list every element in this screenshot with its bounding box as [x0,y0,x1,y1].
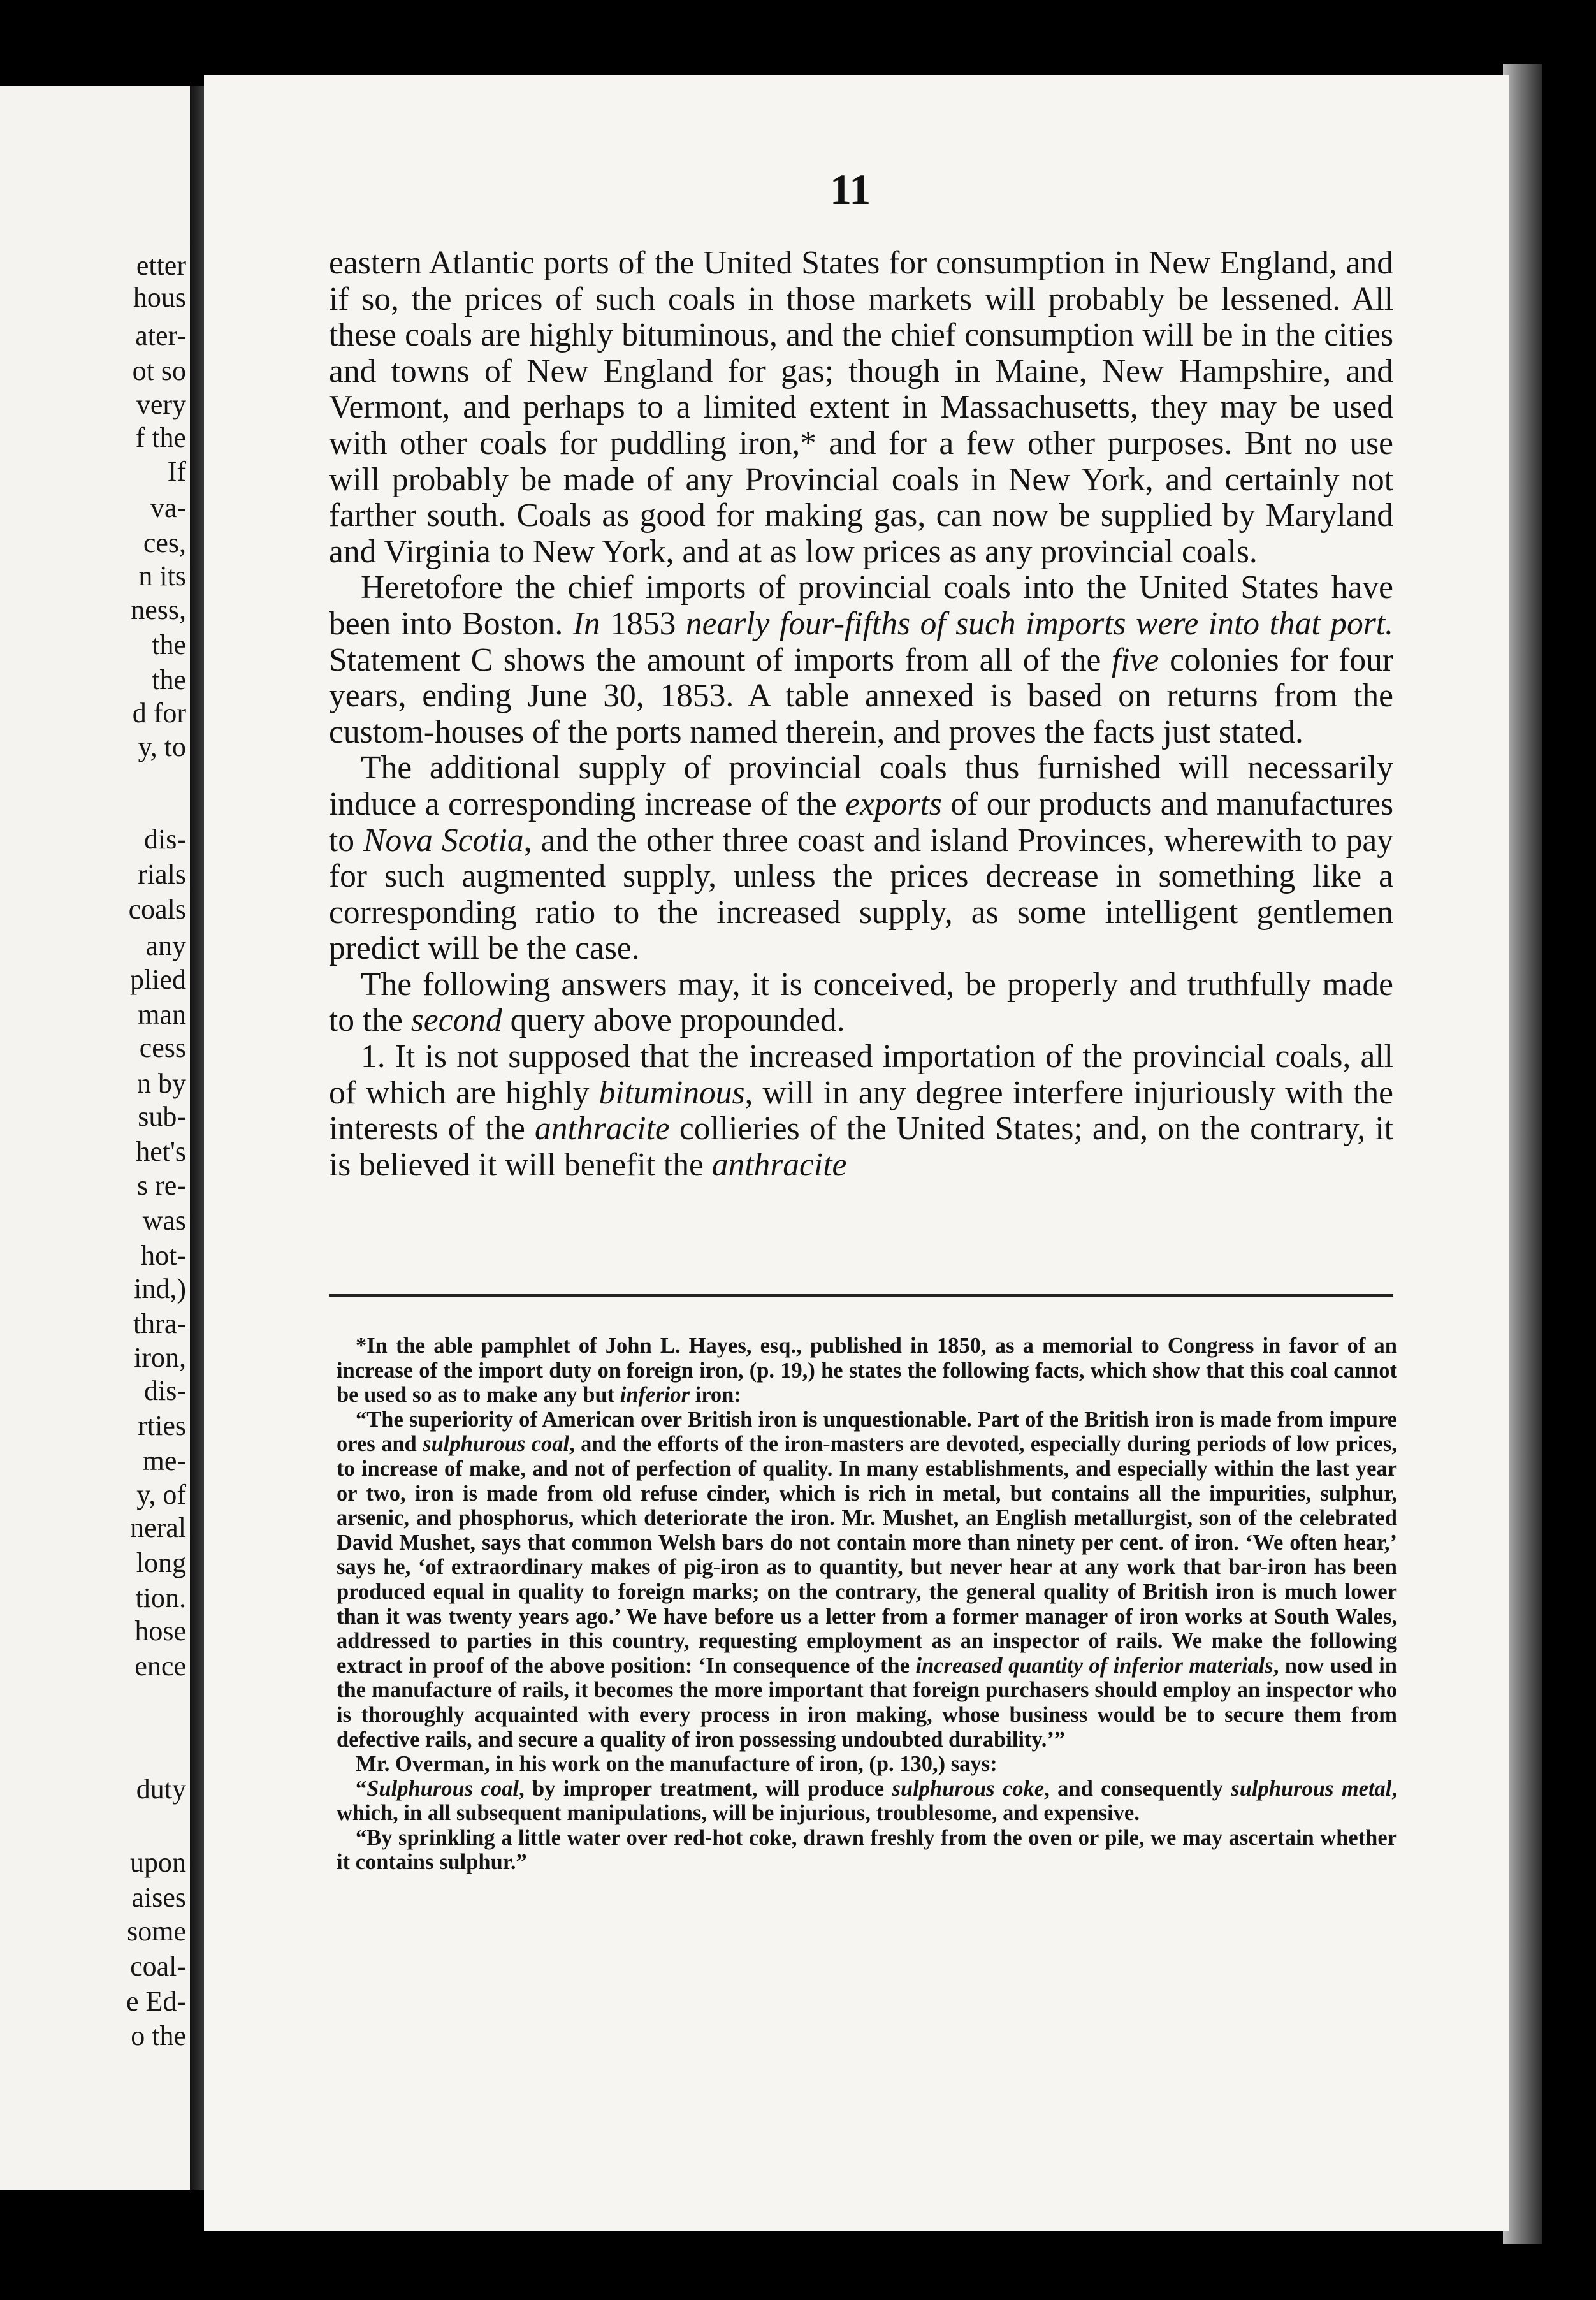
left-page-line: o the [131,2020,186,2051]
left-page-line: thra- [133,1308,186,1339]
italic-text: anthracite [711,1146,847,1183]
footnote-paragraph [337,1334,1397,1408]
left-page-line: man [138,999,186,1030]
left-page-line: the [152,629,186,660]
footnote-paragraph [337,1826,1397,1875]
left-page-line: upon [130,1847,186,1878]
left-page-line: rials [138,859,186,890]
left-page-line: me- [142,1445,186,1476]
italic-text: sulphurous metal [1231,1776,1392,1801]
left-page-line: ces, [143,527,186,558]
text-run: Statement C shows the amount of imports from all of the [329,641,1112,678]
left-page-line: d for [132,697,186,729]
text-run: “By sprinkling a little water over red-hot coke, drawn freshly from the oven or pile, we may ascertain whether it contains sulphur.” [337,1825,1397,1875]
left-page-line: ot so [132,355,186,386]
body-paragraph [329,570,1393,750]
left-page-line: neral [130,1512,186,1543]
left-page-line: n its [138,560,186,592]
previous-page-fragment [0,86,190,2190]
left-page-line: rties [138,1410,186,1441]
italic-text: five [1112,641,1159,678]
text-run: , by improper treatment, will produce [518,1776,892,1801]
text-run: of our products and manufactures to [329,785,1393,859]
body-paragraph [329,245,1393,570]
footnote-rule [329,1294,1393,1297]
left-page-line: s re- [137,1170,186,1201]
body-paragraph [329,750,1393,967]
left-page-line: hose [134,1615,186,1647]
text-run: , which, in all subsequent manipulations, will be injurious, troublesome, and expensive. [337,1776,1397,1826]
italic-text: Nova Scotia [363,822,524,859]
italic-text: second [410,1002,502,1039]
left-page-line: plied [130,964,186,995]
left-page-line: hot- [141,1240,186,1271]
left-page-line: coal- [130,1951,186,1982]
left-page-line: long [136,1547,186,1578]
text-run: 1853 [600,605,686,642]
left-page-line: aises [131,1882,186,1913]
italic-text: sulphurous coke [892,1776,1045,1801]
left-page-line: any [145,930,186,961]
text-run: , and consequently [1044,1776,1231,1801]
left-page-line: was [142,1205,186,1236]
left-page-line: y, of [136,1479,186,1510]
footnotes [337,1334,1397,1875]
text-run: The additional supply of provincial coals thus furnished will necessarily induce a corresponding increase of the [329,750,1393,822]
left-page-line: n by [137,1068,186,1099]
text-run: , and the other three coast and island Provinces, wherewith to pay for such augmented supply, unless the prices decrease in something like a corresponding ratio to the increased supply, as some intelligent gentlemen predict will be the case. [329,822,1393,967]
left-page-line: If [167,456,186,487]
italic-text: In [572,605,600,642]
left-page-line: iron, [134,1342,186,1373]
left-page-line: dis- [144,824,186,855]
left-page-line: hous [133,282,186,313]
italic-text: increased quantity of inferior materials [915,1653,1273,1678]
left-page-line: duty [136,1773,186,1805]
left-page-line: ence [134,1650,186,1682]
left-page-line: e Ed- [126,1986,186,2017]
text-run: , and the efforts of the iron-masters are devoted, especially during periods of low prices, to increase of make, and not of perfection of quality. In many establishments, and especially within the last year or two, iron is made from old refuse cinder, which is rich in metal, but contains all the impurities, sulphur, arsenic, and phosphorus, which deteriorate the iron. Mr. Mushet, an English metallurgist, son of the celebrated David Mushet, says that common Welsh bars do not contain more than ninety per cent. of iron. ‘We often hear,’ says he, ‘of extraordinary makes of pig-iron as to quantity, but never hear at any work that bar-iron has been produced equal in quality to foreign marks; on the contrary, the general quality of British iron is much lower than it was twenty years ago.’ We have before us a letter from a former manager of iron works at South Wales, addressed to parties in this country, requesting employment as an inspector of rails. We make the following extract in proof of the above position: ‘In consequence of the [337,1432,1397,1678]
text-run: , now used in the manufacture of rails, it becomes the more important that foreign purchasers should employ an inspector who is thoroughly acquainted with every process in iron making, whose business would be to secure them from defective rails, and secure a quality of iron possessing undoubted durability.’” [337,1653,1397,1752]
italic-text: exports [845,785,942,822]
left-page-line: tion. [135,1582,186,1613]
left-page-line: het's [136,1136,186,1167]
text-run: iron: [690,1383,741,1408]
left-page-line: sub- [138,1101,186,1132]
left-page-line: ind,) [134,1273,186,1304]
left-page-line: very [136,389,186,420]
left-page-line: the [152,664,186,695]
footnote-paragraph [337,1777,1397,1826]
footnote-paragraph [337,1408,1397,1752]
italic-text: nearly four-fifths of such imports were into that port. [685,605,1393,642]
text-run: “The superiority of American over British iron is unquestionable. Part of the British iron is made from impure ores and [337,1407,1397,1457]
text-run: The following answers may, it is conceived, be properly and truthfully made to the [329,966,1393,1039]
text-run: , will in any degree interfere injuriously with the interests of the [329,1074,1393,1147]
body-paragraph [329,1039,1393,1183]
text-run: Mr. Overman, in his work on the manufacture of iron, (p. 130,) says: [356,1752,998,1777]
italic-text: bituminous [598,1074,745,1111]
italic-text: Sulphurous coal [366,1776,519,1801]
page-number: 11 [830,165,871,214]
text-run: Heretofore the chief imports of provincial coals into the United States have been into Boston. [329,569,1393,642]
left-page-line: va- [150,492,186,523]
text-run: query above propounded. [502,1002,845,1039]
italic-text: inferior [620,1383,690,1408]
left-page-line: coals [128,894,186,925]
book-gutter [190,86,204,2190]
text-run: 1. It is not supposed that the increased importation of the provincial coals, all of which are highly [329,1038,1393,1111]
body-paragraph [329,967,1393,1039]
left-page-line: etter [136,250,186,281]
italic-text: anthracite [535,1110,670,1147]
left-page-line: ness, [131,594,186,625]
left-page-line: cess [139,1032,186,1063]
left-page-line: some [127,1916,186,1947]
body-text [329,245,1393,1183]
left-page-line: ater- [135,320,186,351]
footnote-paragraph [337,1752,1397,1777]
left-page-line: f the [135,422,186,453]
text-run: colonies for four years, ending June 30, 1853. A table annexed is based on returns from the custom-houses of the ports named therein, and proves the facts just stated. [329,641,1393,750]
italic-text: sulphurous coal [423,1432,570,1457]
text-run: collieries of the United States; and, on the contrary, it is believed it will benefit the [329,1110,1393,1183]
left-page-line: y, to [138,731,186,762]
left-page-line: dis- [144,1375,186,1406]
text-run: eastern Atlantic ports of the United States for consumption in New England, and if so, the prices of such coals in those markets will probably be lessened. All these coals are highly bituminous, and the chief consumption will be in the cities and towns of New England for gas; though in Maine, New Hampshire, and Vermont, and perhaps to a limited extent in Massachusetts, they may be used with other coals for puddling iron,* and for a few other purposes. Bnt no use will probably be made of any Provincial coals in New York, and certainly not farther south. Coals as good for making gas, can now be supplied by Maryland and Virginia to New York, and at as low prices as any provincial coals. [329,245,1393,570]
text-run: “ [356,1776,367,1801]
text-run: *In the able pamphlet of John L. Hayes, esq., published in 1850, as a memorial to Congress in favor of an increase of the import duty on foreign iron, (p. 19,) he states the following facts, which show that this coal cannot be used so as to make any but [337,1334,1397,1408]
